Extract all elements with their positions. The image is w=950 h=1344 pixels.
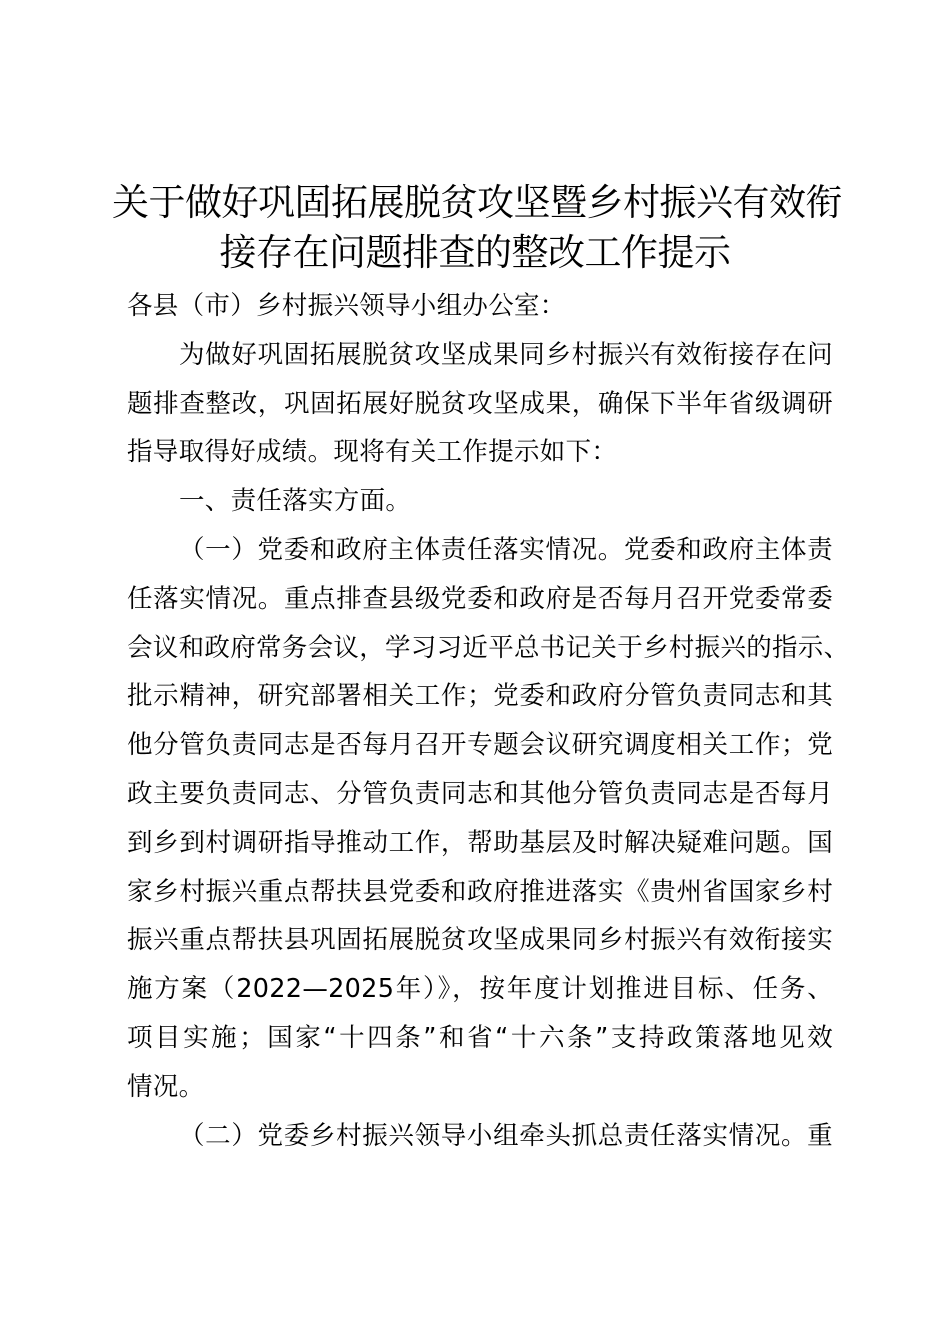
item1-line-8: 家乡村振兴重点帮扶县党委和政府推进落实《贵州省国家乡村	[127, 876, 833, 907]
item1-line-2: 任落实情况。重点排查县级党委和政府是否每月召开党委常委	[127, 583, 833, 614]
salutation: 各县（市）乡村振兴领导小组办公室：	[127, 291, 566, 321]
title-line-2: 接存在问题排查的整改工作提示	[219, 231, 731, 274]
item2-line-1: （二）党委乡村振兴领导小组牵头抓总责任落实情况。重	[179, 1120, 833, 1151]
item1-line-4: 批示精神，研究部署相关工作；党委和政府分管负责同志和其	[127, 681, 833, 712]
item1-line-1: （一）党委和政府主体责任落实情况。党委和政府主体责	[179, 534, 833, 565]
item1-line-11: 项目实施；国家“十四条”和省“十六条”支持政策落地见效	[127, 1022, 833, 1053]
intro-line-2: 题排查整改，巩固拓展好脱贫攻坚成果，确保下半年省级调研	[127, 388, 833, 419]
item1-line-3: 会议和政府常务会议，学习习近平总书记关于乡村振兴的指示、	[127, 632, 850, 663]
intro-line-1: 为做好巩固拓展脱贫攻坚成果同乡村振兴有效衔接存在问	[179, 339, 833, 370]
item1-line-10: 施方案（2022—2025年）》，按年度计划推进目标、任务、	[127, 974, 833, 1005]
item1-line-12: 情况。	[127, 1071, 205, 1102]
intro-line-3: 指导取得好成绩。现将有关工作提示如下：	[127, 437, 618, 468]
item1-line-9: 振兴重点帮扶县巩固拓展脱贫攻坚成果同乡村振兴有效衔接实	[127, 925, 833, 956]
item1-line-6: 政主要负责同志、分管负责同志和其他分管负责同志是否每月	[127, 778, 833, 809]
document-body	[127, 282, 850, 1160]
document-title	[112, 178, 842, 278]
item1-line-5: 他分管负责同志是否每月召开专题会议研究调度相关工作；党	[127, 730, 833, 761]
section-heading-1: 一、责任落实方面。	[179, 486, 412, 517]
item1-line-7: 到乡到村调研指导推动工作，帮助基层及时解决疑难问题。国	[127, 827, 833, 858]
title-line-1: 关于做好巩固拓展脱贫攻坚暨乡村振兴有效衔	[112, 181, 842, 224]
